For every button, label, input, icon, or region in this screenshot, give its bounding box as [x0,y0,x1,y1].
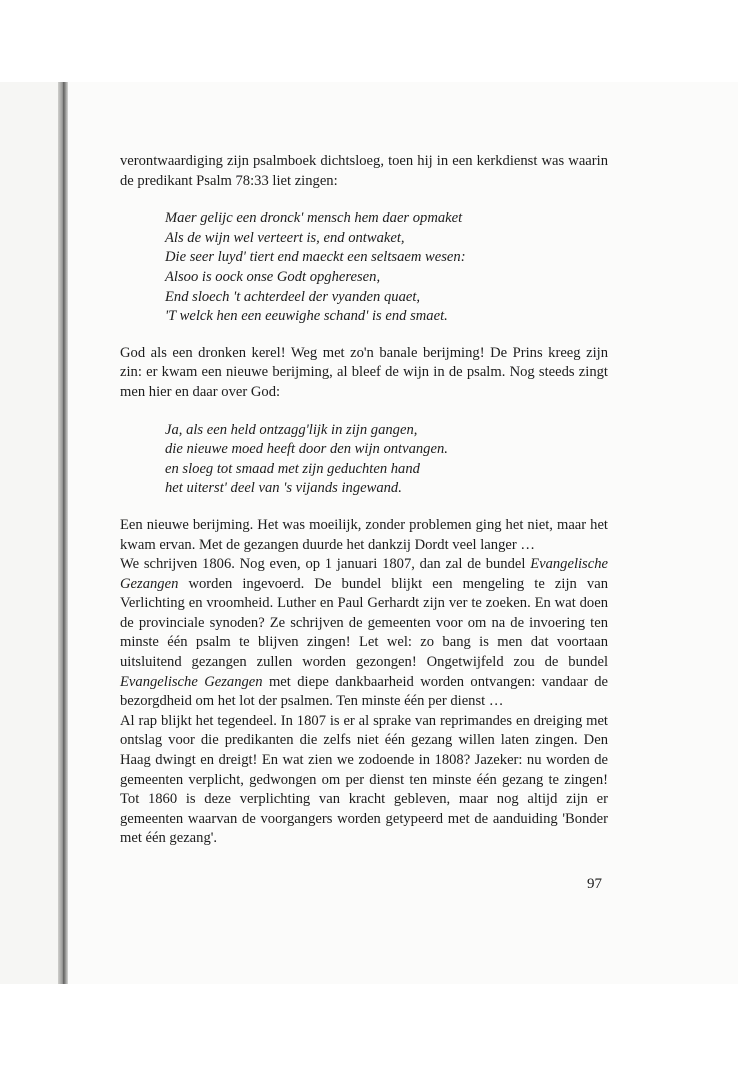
verse-line: en sloeg tot smaad met zijn geduchten hand [165,460,420,477]
verse-line: Maer gelijc een dronck' mensch hem daer opmaket [165,210,463,227]
book-title: Evangelische Gezangen [120,556,608,592]
verse-line: Ja, als een held ontzagg'lijk in zijn gangen, [165,421,418,438]
verse-line: 'T welck hen een eeuwighe schand' is end smaet. [165,308,448,325]
text-run: met diepe dankbaarheid worden ontvangen: vandaar de bezorgdheid om het lot der psalmen. Ten minste één per dienst … [120,673,608,710]
book-gutter [58,82,68,984]
paragraph-drunken-god: God als een dronken kerel! Weg met zo'n banale berijming! De Prins kreeg zijn zin: er kwam een nieuwe berijming, al bleef de wijn in de psalm. Nog steeds zingt men hier en daar over God: [120,344,608,400]
paragraph-1806 [120,555,608,712]
paragraph-new-rhyming: Een nieuwe berijming. Het was moeilijk, zonder problemen ging het niet, maar het kwam ervan. Met de gezangen duurde het dankzij Dordt veel langer … [120,516,608,553]
verse-psalm-78-old [165,209,608,327]
page-content [120,152,608,849]
verse-line: het uiterst' deel van 's vijands ingewand. [165,480,402,497]
verse-psalm-78-new [165,421,608,499]
verse-line: Als de wijn wel verteert is, end ontwaket, [165,229,405,246]
paragraph-1807: Al rap blijkt het tegendeel. In 1807 is er al sprake van reprimandes en dreiging met ontslag voor die predikanten die zelfs niet één gezang willen laten zingen. Den Haag dwingt en dreigt! En wat zien we zodoende in 1808? Jazeker: nu worden de gemeenten verplicht, gedwongen om per dienst ten minste één gezang te zingen! Tot 1860 is deze verplichting van kracht gebleven, maar nog altijd zijn er gemeenten waarvan de voorgangers worden getypeerd met de aanduiding 'Bonder met één gezang'. [120,712,608,847]
book-title: Evangelische Gezangen [120,673,263,690]
page-number: 97 [587,876,602,892]
verse-line: End sloech 't achterdeel der vyanden quaet, [165,288,421,305]
text-run: We schrijven 1806. Nog even, op 1 januari 1807, dan zal de bundel [120,556,531,573]
intro-paragraph: verontwaardiging zijn psalmboek dichtsloeg, toen hij in een kerkdienst was waarin de predikant Psalm 78:33 liet zingen: [120,153,608,189]
text-run: worden ingevoerd. De bundel blijkt een mengeling te zijn van Verlichting en vroomheid. Luther en Paul Gerhardt zijn ver te zoeken. En wat doen de provinciale synoden? Ze schrijven de gemeenten voor om na de invoering ten minste één psalm te blijven zingen! Let wel: zo bang is men dat voortaan uitsluitend gezangen zullen worden gezongen! Ongetwijfeld zou de bundel [120,575,608,671]
left-page [0,82,60,984]
verse-line: Die seer luyd' tiert end maeckt een seltsaem wesen: [165,249,466,266]
verse-line: die nieuwe moed heeft door den wijn ontvangen. [165,441,448,458]
verse-line: Alsoo is oock onse Godt opgheresen, [165,268,381,285]
